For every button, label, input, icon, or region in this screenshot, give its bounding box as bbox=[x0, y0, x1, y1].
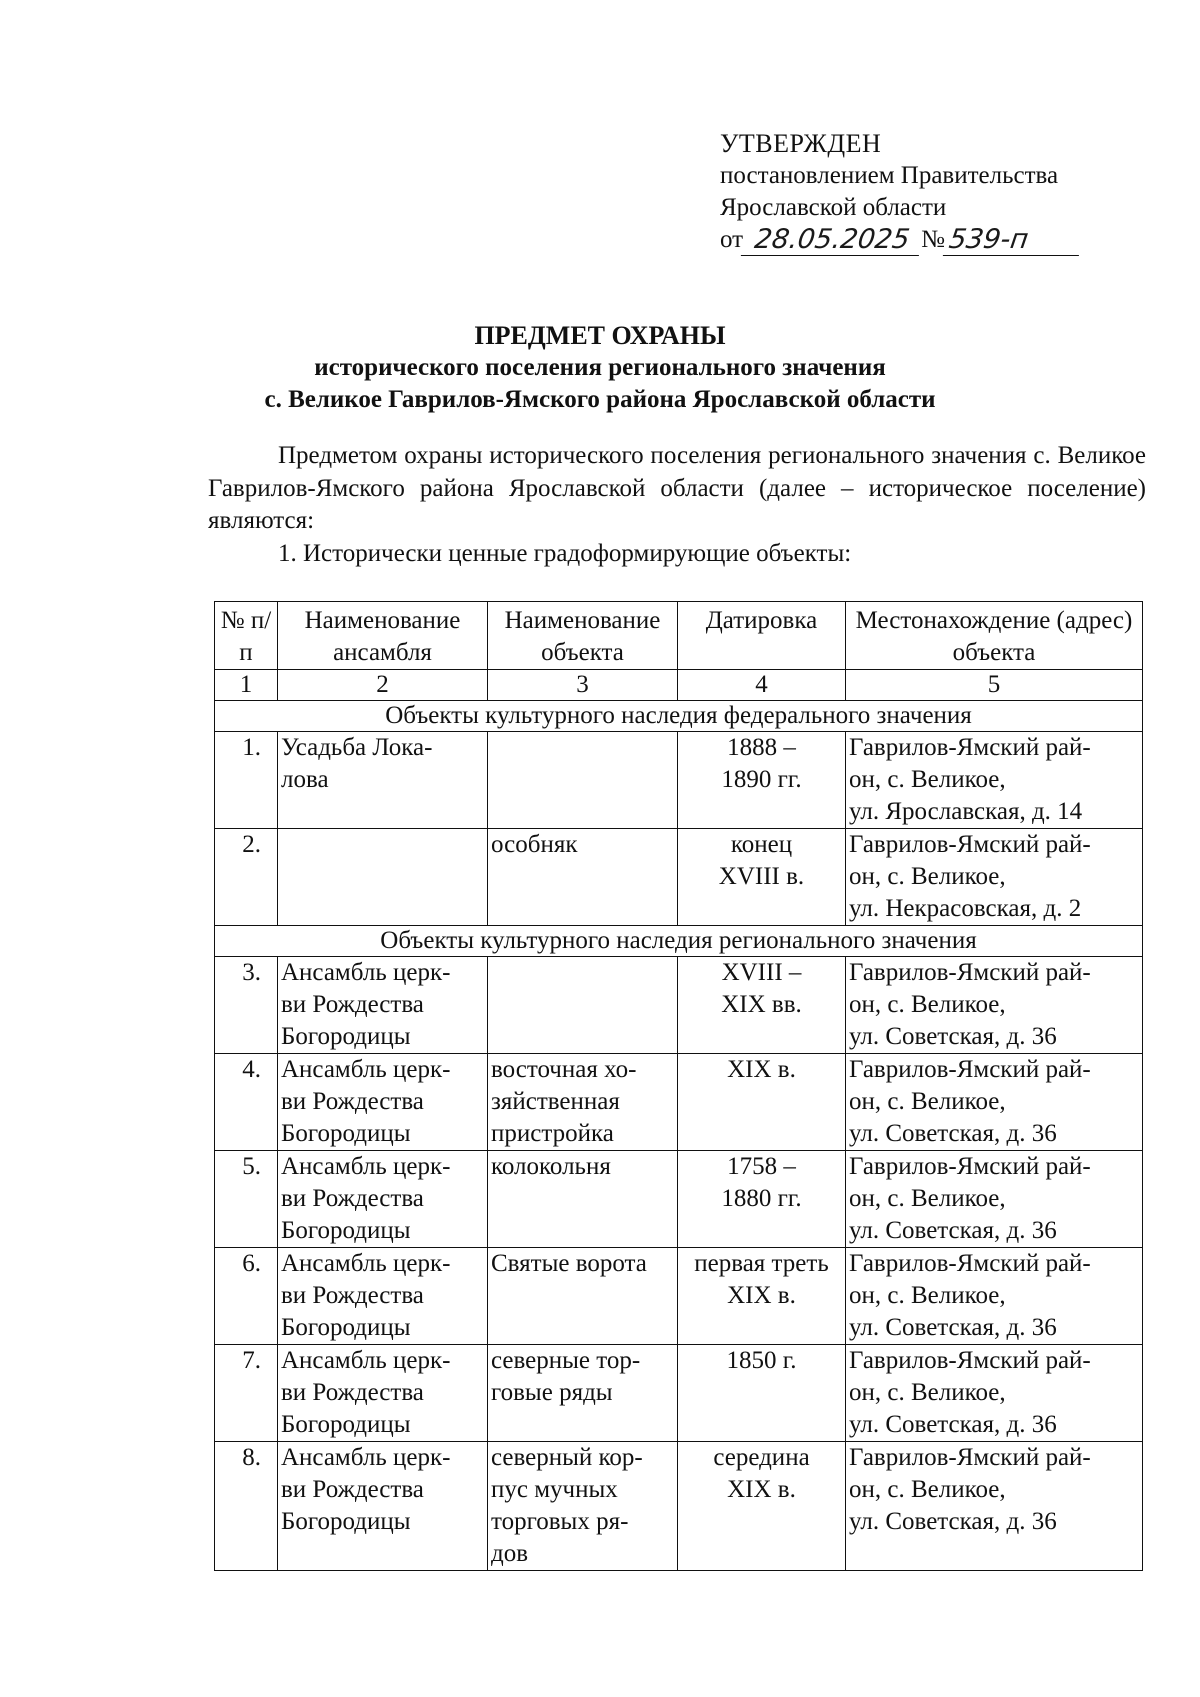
header-date: Датировка bbox=[678, 602, 846, 670]
table-row bbox=[215, 732, 1143, 829]
cell-ensemble: Ансамбль церк- ви Рождества Богородицы bbox=[278, 1442, 488, 1571]
table-row bbox=[215, 829, 1143, 926]
handwritten-number: 539-п bbox=[943, 225, 1083, 256]
section-title: Объекты культурного наследия федерального значения bbox=[215, 701, 1143, 732]
header-object: Наименование объекта bbox=[488, 602, 678, 670]
column-number: 2 bbox=[278, 670, 488, 701]
cell-ensemble: Ансамбль церк- ви Рождества Богородицы bbox=[278, 1345, 488, 1442]
cell-object: Святые ворота bbox=[488, 1248, 678, 1345]
cell-ensemble: Ансамбль церк- ви Рождества Богородицы bbox=[278, 1248, 488, 1345]
cell-object bbox=[488, 732, 678, 829]
approval-stamp bbox=[720, 128, 1081, 256]
table-row bbox=[215, 1345, 1143, 1442]
cell-num: 5. bbox=[215, 1151, 278, 1248]
approval-line-1: постановлением Правительства bbox=[720, 162, 1059, 189]
approval-line-2: Ярославской области bbox=[720, 194, 947, 221]
cell-address: Гаврилов-Ямский рай- он, с. Великое, ул. Ярославская, д. 14 bbox=[846, 732, 1143, 829]
cell-address: Гаврилов-Ямский рай- он, с. Великое, ул. Советская, д. 36 bbox=[846, 1054, 1143, 1151]
section-row-regional bbox=[215, 926, 1143, 957]
header-ensemble: Наименование ансамбля bbox=[278, 602, 488, 670]
cell-ensemble: Усадьба Лока- лова bbox=[278, 732, 488, 829]
cell-address: Гаврилов-Ямский рай- он, с. Великое, ул. Советская, д. 36 bbox=[846, 957, 1143, 1054]
section-row-federal bbox=[215, 701, 1143, 732]
table-row bbox=[215, 1054, 1143, 1151]
cell-date: 1758 – 1880 гг. bbox=[678, 1151, 846, 1248]
cell-object: северные тор- говые ряды bbox=[488, 1345, 678, 1442]
cell-address: Гаврилов-Ямский рай- он, с. Великое, ул. Некрасовская, д. 2 bbox=[846, 829, 1143, 926]
table-row bbox=[215, 1151, 1143, 1248]
cell-ensemble: Ансамбль церк- ви Рождества Богородицы bbox=[278, 1151, 488, 1248]
cell-date: конец XVIII в. bbox=[678, 829, 846, 926]
cell-num: 1. bbox=[215, 732, 278, 829]
column-number: 4 bbox=[678, 670, 846, 701]
cell-address: Гаврилов-Ямский рай- он, с. Великое, ул. Советская, д. 36 bbox=[846, 1151, 1143, 1248]
cell-num: 4. bbox=[215, 1054, 278, 1151]
column-number: 5 bbox=[846, 670, 1143, 701]
handwritten-date: 28.05.2025 bbox=[741, 225, 923, 256]
approval-heading: УТВЕРЖДЕН bbox=[720, 129, 882, 158]
table-row bbox=[215, 957, 1143, 1054]
cell-object: особняк bbox=[488, 829, 678, 926]
intro-item-1: 1. Исторически ценные градоформирующие объекты: bbox=[278, 539, 852, 567]
cell-object: восточная хо- зяйственная пристройка bbox=[488, 1054, 678, 1151]
table-row bbox=[215, 1442, 1143, 1571]
cell-object: северный кор- пус мучных торговых ря- дов bbox=[488, 1442, 678, 1571]
cell-ensemble: Ансамбль церк- ви Рождества Богородицы bbox=[278, 957, 488, 1054]
number-label: № bbox=[921, 226, 945, 253]
cell-object bbox=[488, 957, 678, 1054]
objects-table bbox=[214, 601, 1143, 1571]
cell-address: Гаврилов-Ямский рай- он, с. Великое, ул. Советская, д. 36 bbox=[846, 1248, 1143, 1345]
cell-address: Гаврилов-Ямский рай- он, с. Великое, ул. Советская, д. 36 bbox=[846, 1345, 1143, 1442]
cell-address: Гаврилов-Ямский рай- он, с. Великое, ул. Советская, д. 36 bbox=[846, 1442, 1143, 1571]
title-line-3: с. Великое Гаврилов-Ямского района Ярославской области bbox=[264, 386, 936, 413]
column-number: 3 bbox=[488, 670, 678, 701]
column-number: 1 bbox=[215, 670, 278, 701]
title-line-2: исторического поселения регионального значения bbox=[314, 354, 886, 381]
cell-date: XIX в. bbox=[678, 1054, 846, 1151]
cell-date: первая треть XIX в. bbox=[678, 1248, 846, 1345]
intro-text bbox=[208, 440, 1146, 570]
cell-num: 3. bbox=[215, 957, 278, 1054]
cell-date: 1888 – 1890 гг. bbox=[678, 732, 846, 829]
cell-ensemble: Ансамбль церк- ви Рождества Богородицы bbox=[278, 1054, 488, 1151]
cell-date: 1850 г. bbox=[678, 1345, 846, 1442]
section-title: Объекты культурного наследия регионального значения bbox=[215, 926, 1143, 957]
cell-num: 8. bbox=[215, 1442, 278, 1571]
header-address: Местонахождение (адрес) объекта bbox=[846, 602, 1143, 670]
table-header-row bbox=[215, 602, 1143, 670]
approval-date-number-line bbox=[720, 224, 1081, 256]
cell-num: 6. bbox=[215, 1248, 278, 1345]
table-row bbox=[215, 1248, 1143, 1345]
document-title bbox=[0, 320, 1200, 416]
cell-object: колокольня bbox=[488, 1151, 678, 1248]
cell-ensemble bbox=[278, 829, 488, 926]
cell-num: 7. bbox=[215, 1345, 278, 1442]
title-line-1: ПРЕДМЕТ ОХРАНЫ bbox=[474, 321, 726, 350]
from-label: от bbox=[720, 226, 744, 253]
cell-date: середина XIX в. bbox=[678, 1442, 846, 1571]
header-num: № п/п bbox=[215, 602, 278, 670]
cell-num: 2. bbox=[215, 829, 278, 926]
column-number-row bbox=[215, 670, 1143, 701]
cell-date: XVIII – XIX вв. bbox=[678, 957, 846, 1054]
intro-paragraph: Предметом охраны исторического поселения регионального значения с. Великое Гаврилов-Ямского района Ярославской области (далее – историческое поселение) являются: bbox=[208, 442, 1146, 534]
